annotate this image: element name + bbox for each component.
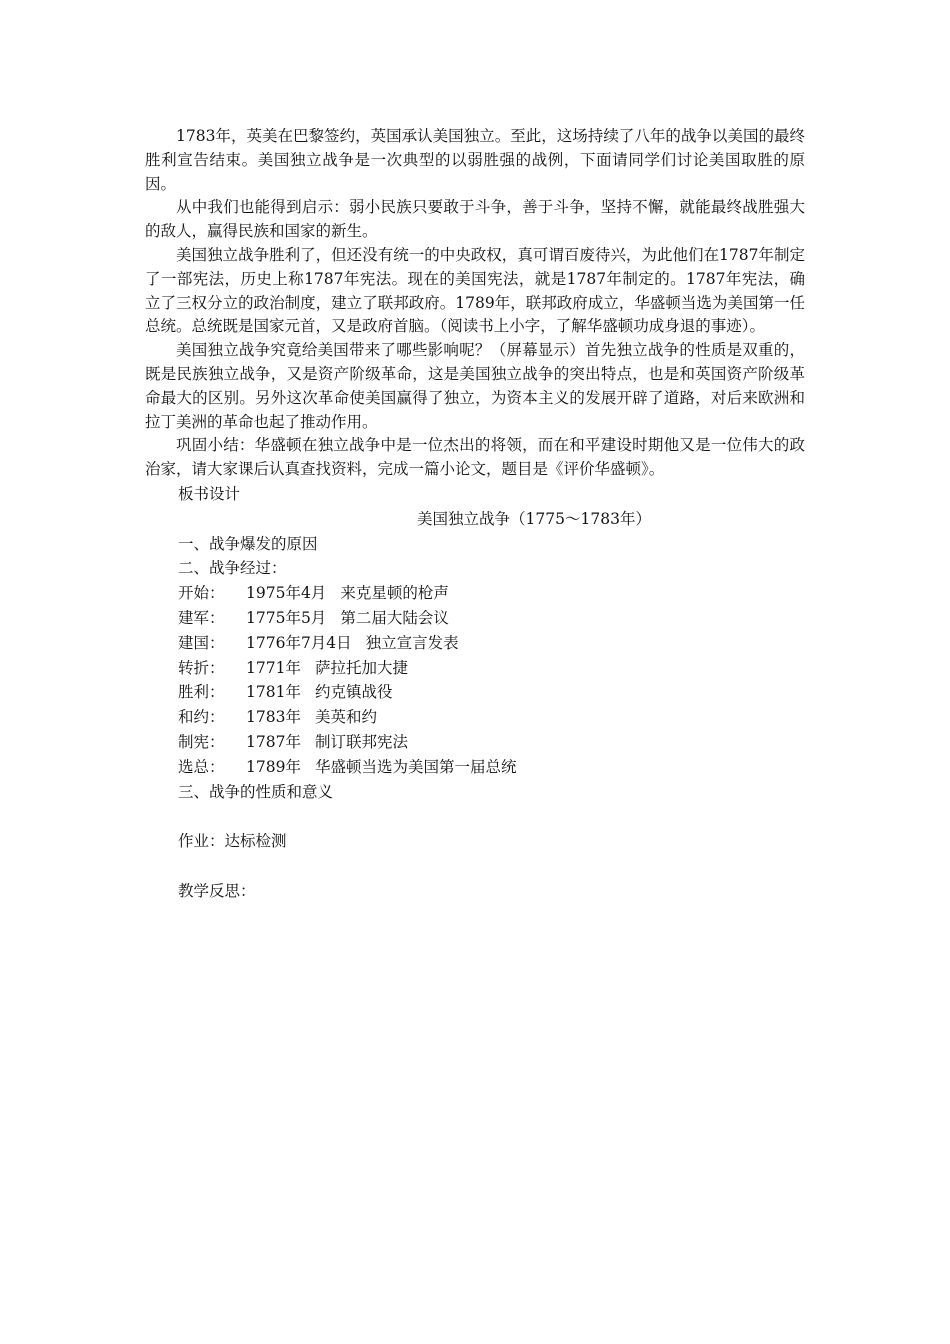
board-title: 美国独立战争（1775～1783年）	[417, 509, 651, 528]
event-desc: 独立宣言发表	[365, 633, 459, 652]
event-desc: 第二届大陆会议	[340, 608, 449, 627]
event-date: 1776年7月4日	[246, 633, 352, 652]
event-row	[145, 755, 805, 780]
event-date: 1787年	[246, 732, 301, 751]
event-label: 胜利：	[178, 683, 225, 702]
event-date: 1781年	[246, 683, 301, 702]
event-desc: 萨拉托加大捷	[314, 658, 408, 677]
event-row	[145, 656, 805, 681]
paragraph-summary: 巩固小结：华盛顿在独立战争中是一位杰出的将领，而在和平建设时期他又是一位伟大的政治家，请大家课后认真查找资料，完成一篇小论文，题目是《评价华盛顿》。	[145, 436, 805, 479]
event-desc: 华盛顿当选为美国第一届总统	[314, 757, 517, 776]
spacer	[145, 804, 805, 829]
document-page	[145, 125, 805, 904]
reflection-line: 教学反思：	[178, 882, 256, 901]
event-label: 建军：	[178, 608, 225, 627]
event-row	[145, 581, 805, 606]
event-label: 开始：	[178, 584, 225, 603]
paragraph-constitution: 美国独立战争胜利了，但还没有统一的中央政权，真可谓百废待兴，为此他们在1787年制定了一部宪法，历史上称1787年宪法。现在的美国宪法，就是1787年制定的。1787年宪法，确立了三权分立的政治制度，建立了联邦政府。1789年，联邦政府成立，华盛顿当选为美国第一任总统。总统既是国家元首，又是政府首脑。（阅读书上小字，了解华盛顿功成身退的事迹）。	[145, 245, 805, 336]
event-row	[145, 606, 805, 631]
event-date: 1775年5月	[246, 608, 327, 627]
event-date: 1975年4月	[246, 584, 327, 603]
event-row	[145, 680, 805, 705]
board-section-process: 二、战争经过：	[178, 559, 287, 578]
board-design	[145, 482, 805, 804]
event-label: 建国：	[178, 633, 225, 652]
event-date: 1783年	[246, 708, 301, 727]
board-heading: 板书设计	[178, 484, 241, 503]
event-desc: 美英和约	[314, 708, 377, 727]
spacer	[145, 854, 805, 879]
event-list	[145, 581, 805, 779]
event-desc: 来克星顿的枪声	[340, 584, 449, 603]
event-desc: 约克镇战役	[314, 683, 393, 702]
event-date: 1789年	[246, 757, 301, 776]
event-label: 制宪：	[178, 732, 225, 751]
event-desc: 制订联邦宪法	[314, 732, 408, 751]
paragraph-treaty: 1783年，英美在巴黎签约，英国承认美国独立。至此，这场持续了八年的战争以美国的最终胜利宣告结束。美国独立战争是一次典型的以弱胜强的战例，下面请同学们讨论美国取胜的原因。	[145, 127, 805, 193]
paragraph-impact: 美国独立战争究竟给美国带来了哪些影响呢？（屏幕显示）首先独立战争的性质是双重的，既是民族独立战争，又是资产阶级革命，这是美国独立战争的突出特点，也是和英国资产阶级革命最大的区别。另外这次革命使美国赢得了独立，为资本主义的发展开辟了道路，对后来欧洲和拉丁美洲的革命也起了推动作用。	[145, 341, 805, 431]
paragraph-lesson: 从中我们也能得到启示：弱小民族只要敢于斗争，善于斗争，坚持不懈，就能最终战胜强大的敌人，赢得民族和国家的新生。	[145, 198, 805, 241]
event-row	[145, 705, 805, 730]
event-label: 选总：	[178, 757, 225, 776]
board-section-nature: 三、战争的性质和意义	[178, 782, 334, 801]
event-label: 和约：	[178, 708, 225, 727]
event-row	[145, 730, 805, 755]
event-row	[145, 631, 805, 656]
homework-line: 作业：达标检测	[178, 832, 287, 851]
event-date: 1771年	[246, 658, 301, 677]
event-label: 转折：	[178, 658, 225, 677]
board-section-causes: 一、战争爆发的原因	[178, 534, 318, 553]
